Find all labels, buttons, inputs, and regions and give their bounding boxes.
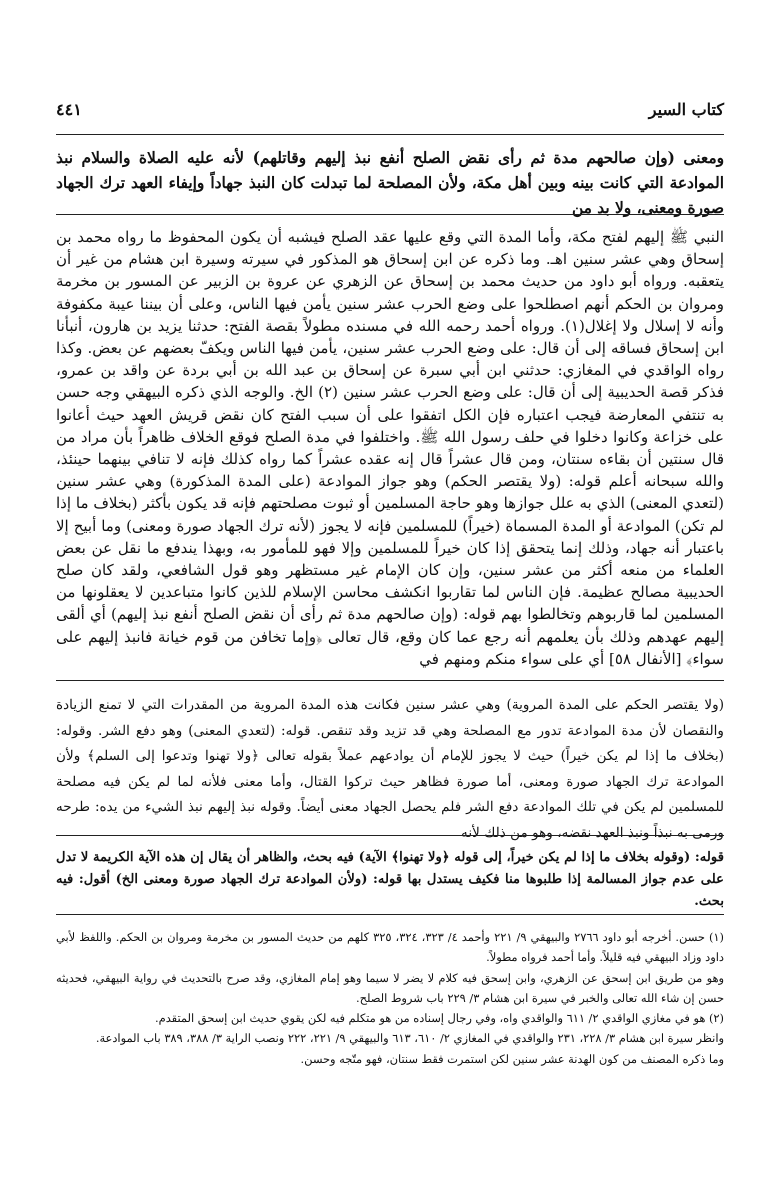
sharh-divider [56,680,724,681]
footnotes-divider [56,914,724,915]
footnote-1-continued: وهو من طريق ابن إسحق عن الزهري، وابن إسحق فيه كلام لا يضر لا سيما وهو إمام المغازي، وقد صرح بالتحديث في رواية البيهقي، فحديثه حسن إن شاء الله تعالى والخبر في سيرة ابن هشام ٣/ ٢٢٩ باب شروط الصلح. [56,970,724,1005]
hashiya-divider [56,835,724,836]
hashiya-first [56,693,724,846]
sharh-text [56,226,724,670]
sharh-paragraph: النبي ﷺ إليهم لفتح مكة، وأما المدة التي وقع عليها عقد الصلح فيشبه أن يكون المحفوظ ما رواه محمد بن إسحاق وهي عشر سنين اهـ. وما ذكره عن ابن إسحاق هو المذكور في سيرته وسيرة ابن هشام من غير أن يتعقبه. ورواه أبو داود من حديث محمد بن إسحاق عن الزهري عن عروة بن الزبير عن المسور بن مخرمة ومروان بن الحكم أنهم اصطلحوا على وضع الحرب عشر سنين يأمن فيها الناس، وعلى أن بيننا عيبة مكفوفة وأنه لا إسلال ولا إغلال(١). ورواه أحمد رحمه الله في مسنده مطولاً بقصة الفتح: حدثنا يزيد بن هارون، أنبأنا ابن إسحاق فساقه إلى أن قال: على وضع الحرب عشر سنين، يأمن فيها الناس ويكفّ بعضهم عن بعض. وكذا رواه الواقدي في المغازي: حدثني ابن أبي سبرة عن إسحاق بن عبد الله بن أبي بردة عن واقد بن عمرو، فذكر قصة الحديبية إلى أن قال: على وضع الحرب عشر سنين (٢) الخ. والوجه الذي ذكره البيهقي وجه حسن به تنتفي المعارضة فيجب اعتباره فإن الكل اتفقوا على أن سبب الفتح كان نقض قريش العهد حيث أعانوا على خزاعة وكانوا دخلوا في حلف رسول الله ﷺ. واختلفوا في مدة الصلح فوقع الخلاف ظاهراً بأن مراد من قال سنتين أن بقاءه سنتان، ومن قال عشراً قال إنه عقده عشراً كما رواه كذلك فإنه لا تنافي بينهما حينئذ، والله سبحانه أعلم قوله: (ولا يقتصر الحكم) وهو جواز الموادعة (على المدة المذكورة) وهي عشر سنين (لتعدي المعنى) الذي به علل جوازها وهو حاجة المسلمين أو ثبوت مصلحتهم فإنه قد يكون بأكثر (بخلاف ما إذا لم تكن) الموادعة أو المدة المسماة (خيراً) للمسلمين فإنه لا يجوز (لأنه ترك الجهاد صورة ومعنى) وما أبيح إلا باعتبار أنه جهاد، وذلك إنما يتحقق إذا كان خيراً للمسلمين وإلا فهو للمأمور به، وبهذا يندفع ما نقل عن بعض العلماء من منعه أكثر من عشر سنين، وإن كان الإمام غير مستظهر وهو قول الشافعي، ولقد كان صلح الحديبية مصالح عظيمة. فإن الناس لما تقاربوا انكشف محاسن الإسلام للذين كانوا متباعدين لا يعقلونها من المسلمين لما قاربوهم وتخالطوا بهم قوله: (وإن صالحهم مدة ثم رأى أن نقض الصلح أنفع نبذ إليهم) أي ألقى إليهم عهدهم وذلك بأن يعلمهم أنه رجع عما كان وقع، قال تعالى ﴿وإما تخافن من قوم خيانة فانبذ إليهم على سواء﴾ [الأنفال ٥٨] أي على سواء منكم ومنهم في [56,228,724,668]
page-number: ٤٤١ [56,100,82,119]
matn-paragraph: ومعنى (وإن صالحهم مدة ثم رأى نقض الصلح أنفع نبذ إليهم وقاتلهم) لأنه عليه الصلاة والسلام نبذ الموادعة التي كانت بينه وبين أهل مكة، ولأن المصلحة لما تبدلت كان النبذ جهاداً وإيفاء العهد ترك الجهاد صورة ومعنى، ولا بد من [56,149,724,217]
footnote-2-references: وانظر سيرة ابن هشام ٣/ ٢٢٨، ٢٣١ والواقدي في المغازي ٢/ ٦١٠، ٦١٣ والبيهقي ٩/ ٢٢١، ٢٢٢ ونصب الراية ٣/ ٣٨٨، ٣٨٩ باب الموادعة. [95,1031,724,1046]
footnote-2-remark: وما ذكره المصنف من كون الهدنة عشر سنين لكن استمرت فقط سنتان، فهو متّجه وحسن. [300,1051,724,1066]
footnote-2: (٢) هو في مغازي الواقدي ٢/ ٦١١ والواقدي واه، وفي رجال إسناده من هو متكلم فيه لكن يقوي حديث ابن إسحق المتقدم. [155,1011,724,1026]
footnotes [56,927,724,1069]
matn-text [56,146,724,221]
hashiya-second [56,847,724,913]
header-rule [56,134,724,135]
book-title: كتاب السير [648,100,724,119]
hashiya-first-paragraph: (ولا يقتصر الحكم على المدة المروية) وهي عشر سنين فكانت هذه المدة المروية من المقدرات التي لا تمنع الزيادة والنقصان لأن مدة الموادعة تدور مع المصلحة وهي قد تزيد وقد تنقص. قوله: (لتعدي المعنى) وهو دفع الشر. وقوله: (بخلاف ما إذا لم يكن خيراً) حيث لا يجوز للإمام أن يوادعهم عملاً بقوله تعالى ﴿ولا تهنوا وتدعوا إلى السلم﴾ ولأن الموادعة ترك الجهاد صورة ومعنى، أما صورة فظاهر حيث تركوا القتال، وأما معنى فلأنه لما لم يكن فيه مصلحة للمسلمين لم يكن في تلك الموادعة دفع الشر فلم يحصل الجهاد معنى أيضاً. وقوله نبذ إليهم نبذ الشيء من يده: طرحه ورمى به نبذاً ونبذ العهد نقضه، وهو من ذلك لأنه [56,697,724,841]
page-header [56,100,724,130]
hashiya-second-paragraph: قوله: (وقوله بخلاف ما إذا لم يكن خيراً، إلى قوله ﴿ولا تهنوا﴾ الآية) فيه بحث، والظاهر أن يقال إن هذه الآية الكريمة لا تدل على عدم جواز المسالمة إذا طلبوها منا فكيف يستدل بها قوله: (ولأن الموادعة ترك الجهاد صورة ومعنى الخ) أقول: فيه بحث. [56,850,724,909]
matn-divider [56,214,724,215]
footnote-1: (١) حسن. أخرجه أبو داود ٢٧٦٦ والبيهقي ٩/ ٢٢١ وأحمد ٤/ ٣٢٣، ٣٢٤، ٣٢٥ كلهم من حديث المسور بن مخرمة ومروان بن الحكم. واللفظ لأبي داود وزاد البيهقي فيه قليلاً. وأما أحمد فرواه مطولاً. [56,930,724,965]
